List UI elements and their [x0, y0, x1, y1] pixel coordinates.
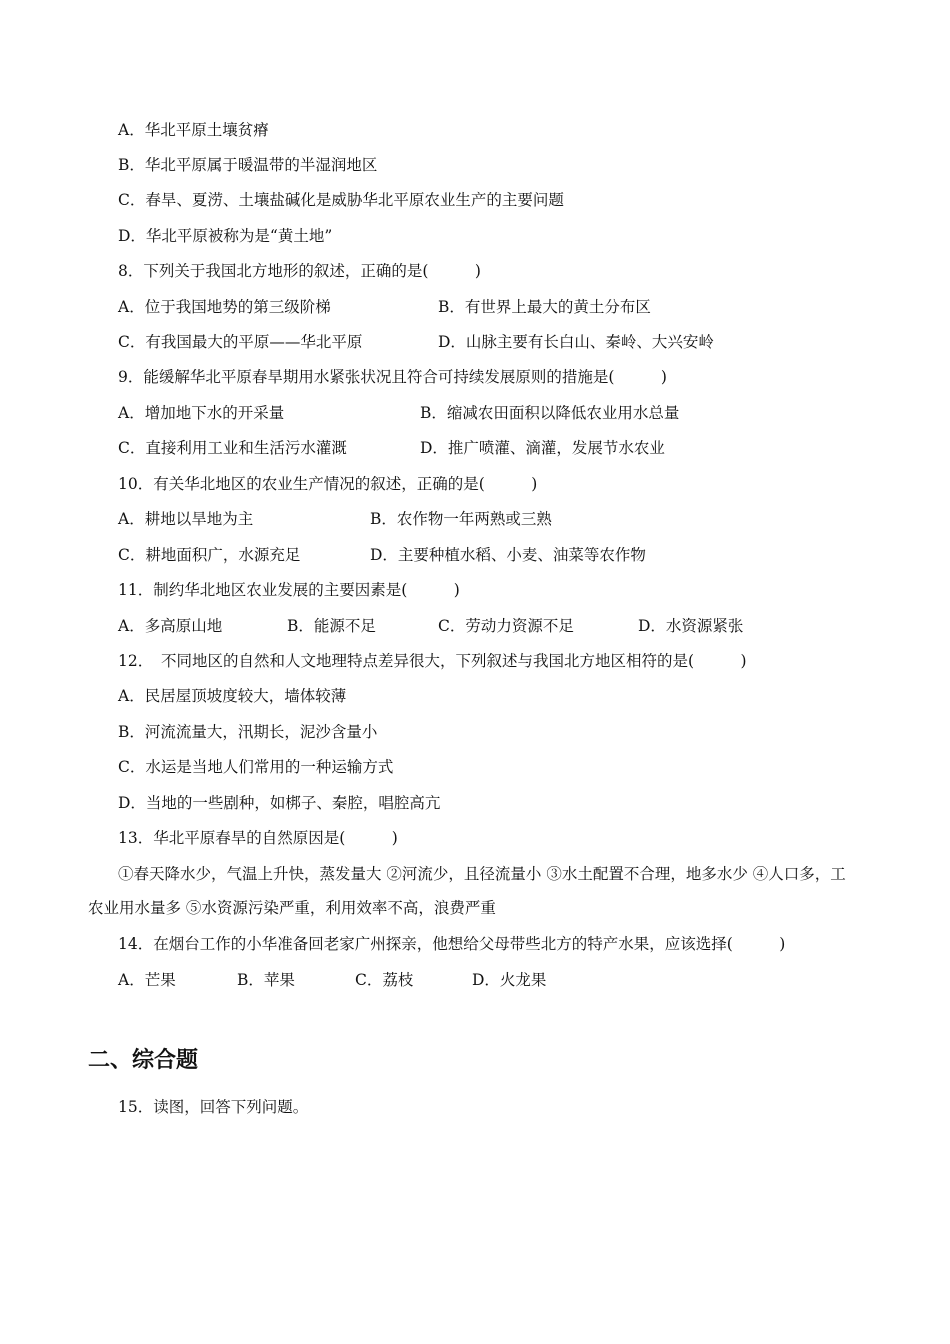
- q10-option-c: C．耕地面积广，水源充足: [118, 546, 301, 564]
- q11-option-d: D．水资源紧张: [638, 617, 744, 635]
- q7-option-d: D．华北平原被称为是“黄土地”: [118, 227, 333, 245]
- q8-option-c: C．有我国最大的平原——华北平原: [118, 333, 363, 351]
- q10-option-b: B．农作物一年两熟或三熟: [370, 510, 552, 528]
- q9-option-b: B．缩减农田面积以降低农业用水总量: [420, 404, 680, 422]
- q7-option-a: A．华北平原土壤贫瘠: [118, 121, 269, 139]
- q13-body: ①春天降水少，气温上升快，蒸发量大 ②河流少，且径流量小 ③水土配置不合理，地多水少 ④人口多，工农业用水量多 ⑤水资源污染严重，利用效率不高，浪费严重: [88, 865, 846, 917]
- q8-option-a: A．位于我国地势的第三级阶梯: [118, 298, 331, 316]
- q15-stem: 15．读图，回答下列问题。: [118, 1098, 309, 1116]
- q13-stem: 13．华北平原春旱的自然原因是( ): [118, 829, 398, 847]
- q12-option-d: D．当地的一些剧种，如梆子、秦腔，唱腔高亢: [118, 794, 441, 812]
- q14-option-a: A．芒果: [118, 971, 176, 989]
- q7-option-c: C．春旱、夏涝、土壤盐碱化是威胁华北平原农业生产的主要问题: [118, 191, 564, 209]
- q12-stem: 12． 不同地区的自然和人文地理特点差异很大，下列叙述与我国北方地区相符的是( ): [118, 652, 747, 670]
- q11-option-a: A．多高原山地: [118, 617, 223, 635]
- q12-option-a: A．民居屋顶坡度较大，墙体较薄: [118, 687, 347, 705]
- q8-option-b: B．有世界上最大的黄土分布区: [438, 298, 651, 316]
- q14-stem: 14．在烟台工作的小华准备回老家广州探亲，他想给父母带些北方的特产水果，应该选择( ): [118, 935, 786, 953]
- q14-option-d: D．火龙果: [472, 971, 547, 989]
- q9-option-c: C．直接利用工业和生活污水灌溉: [118, 439, 347, 457]
- q11-option-c: C．劳动力资源不足: [438, 617, 574, 635]
- q9-stem: 9．能缓解华北平原春旱期用水紧张状况且符合可持续发展原则的措施是( ): [118, 368, 667, 386]
- q14-option-c: C．荔枝: [355, 971, 414, 989]
- q7-option-b: B．华北平原属于暖温带的半湿润地区: [118, 156, 378, 174]
- q10-stem: 10．有关华北地区的农业生产情况的叙述，正确的是( ): [118, 475, 538, 493]
- q10-option-d: D．主要种植水稻、小麦、油菜等农作物: [370, 546, 646, 564]
- q8-option-d: D．山脉主要有长白山、秦岭、大兴安岭: [438, 333, 714, 351]
- q11-option-b: B．能源不足: [287, 617, 376, 635]
- q11-stem: 11．制约华北地区农业发展的主要因素是( ): [118, 581, 460, 599]
- q8-stem: 8．下列关于我国北方地形的叙述，正确的是( ): [118, 262, 481, 280]
- q14-option-b: B．苹果: [237, 971, 295, 989]
- q12-option-c: C．水运是当地人们常用的一种运输方式: [118, 758, 394, 776]
- q10-option-a: A．耕地以旱地为主: [118, 510, 254, 528]
- q12-option-b: B．河流流量大，汛期长，泥沙含量小: [118, 723, 378, 741]
- q9-option-a: A．增加地下水的开采量: [118, 404, 285, 422]
- q9-option-d: D．推广喷灌、滴灌，发展节水农业: [420, 439, 665, 457]
- section-heading: 二、综合题: [88, 1048, 199, 1073]
